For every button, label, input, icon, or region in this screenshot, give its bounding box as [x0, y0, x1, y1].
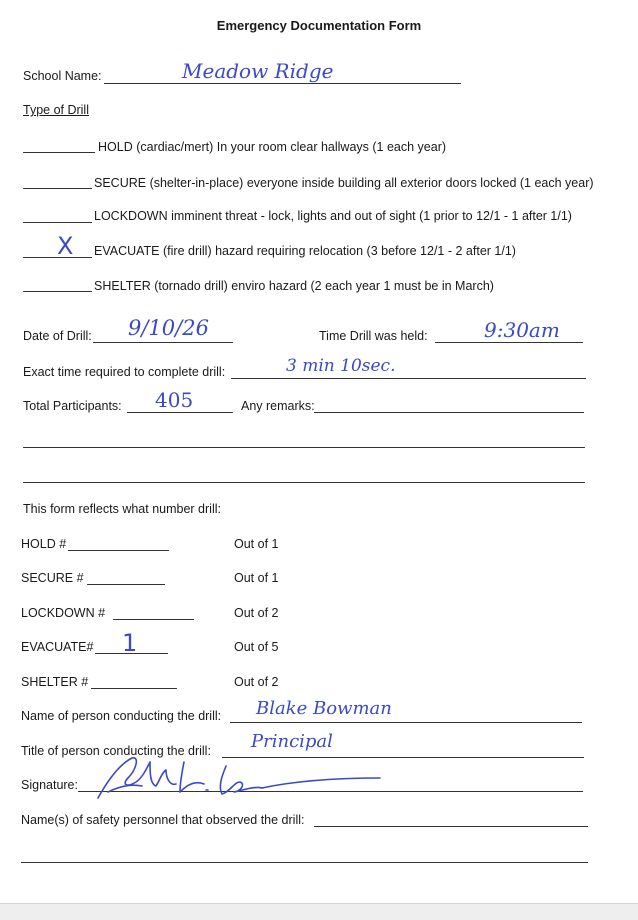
- count-secure-out-of: Out of 1: [234, 571, 279, 585]
- signature-label: Signature:: [21, 778, 78, 792]
- count-lockdown-out-of: Out of 2: [234, 606, 279, 620]
- count-shelter-out-of: Out of 2: [234, 675, 279, 689]
- drill-evacuate-mark: X: [57, 232, 74, 260]
- safety-personnel-label: Name(s) of safety personnel that observed the drill:: [21, 813, 305, 827]
- count-lockdown-label: LOCKDOWN #: [21, 606, 106, 620]
- drill-hold-text: HOLD (cardiac/mert) In your room clear hallways (1 each year): [98, 140, 447, 154]
- exact-time-label: Exact time required to complete drill:: [23, 365, 226, 379]
- type-of-drill-label: Type of Drill: [23, 103, 89, 117]
- drill-lockdown-text: LOCKDOWN imminent threat - lock, lights and out of sight (1 prior to 12/1 - 1 after 1/1): [94, 209, 572, 223]
- remarks-label: Any remarks:: [241, 399, 315, 413]
- conductor-name-value[interactable]: Blake Bowman: [256, 698, 392, 719]
- school-name-value[interactable]: Meadow Ridge: [182, 59, 334, 83]
- drill-secure-text: SECURE (shelter-in-place) everyone inside building all exterior doors locked (1 each year): [94, 176, 594, 190]
- count-evacuate-out-of: Out of 5: [234, 640, 279, 654]
- conductor-title-value[interactable]: Principal: [251, 731, 333, 752]
- conductor-name-label: Name of person conducting the drill:: [21, 709, 222, 723]
- count-evacuate-label: EVACUATE#: [21, 640, 94, 654]
- drill-evacuate-text: EVACUATE (fire drill) hazard requiring relocation (3 before 12/1 - 2 after 1/1): [94, 244, 516, 258]
- page-footer-bar: [0, 903, 638, 920]
- date-label: Date of Drill:: [23, 329, 92, 343]
- count-hold-label: HOLD #: [21, 537, 67, 551]
- time-held-label: Time Drill was held:: [319, 329, 428, 343]
- safety-personnel-line[interactable]: [314, 826, 588, 827]
- count-shelter-label: SHELTER #: [21, 675, 89, 689]
- conductor-title-label: Title of person conducting the drill:: [21, 744, 211, 758]
- count-secure-label: SECURE #: [21, 571, 84, 585]
- participants-label: Total Participants:: [23, 399, 122, 413]
- time-held-value[interactable]: 9:30am: [484, 318, 560, 342]
- school-name-label: School Name:: [23, 69, 102, 83]
- date-value[interactable]: 9/10/26: [128, 316, 209, 340]
- form-title: Emergency Documentation Form: [216, 18, 422, 33]
- exact-time-value[interactable]: 3 min 10sec.: [286, 356, 396, 376]
- count-evacuate-value: 1: [122, 629, 138, 657]
- drill-shelter-text: SHELTER (tornado drill) enviro hazard (2 each year 1 must be in March): [94, 279, 494, 293]
- safety-personnel-line-2[interactable]: [21, 862, 588, 863]
- participants-value[interactable]: 405: [155, 388, 194, 412]
- number-intro: This form reflects what number drill:: [23, 502, 221, 516]
- count-hold-out-of: Out of 1: [234, 537, 279, 551]
